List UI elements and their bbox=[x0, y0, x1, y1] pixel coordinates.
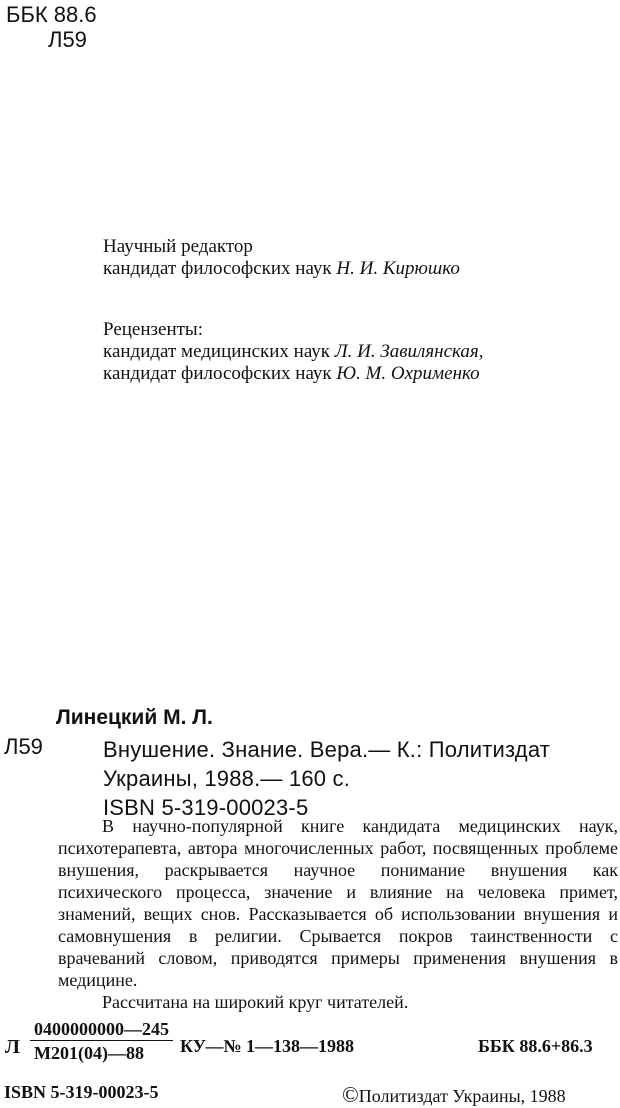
reviewers-block bbox=[103, 319, 484, 385]
editor-title: кандидат философских наук bbox=[103, 258, 332, 279]
reviewer-title: кандидат философских наук bbox=[103, 363, 332, 384]
reviewers-heading: Рецензенты: bbox=[103, 319, 203, 340]
copyright-notice bbox=[342, 1082, 566, 1108]
annotation bbox=[58, 815, 618, 1013]
annotation-paragraph: В научно-популярной книге кандидата медицинских наук, психотерапевта, автора многочисленных работ, посвященных проблеме внушения, раскрывается научное понимание внушения как психического процесса, значение и влияние на человека примет, знамений, вещих снов. Рассказывается об использовании внушения и самовнушения в религии. Срывается покров таинственности с врачеваний словом, приводятся примеры применения внушения в медицине. bbox=[58, 816, 618, 990]
isbn-footer: ISBN 5-319-00023-5 bbox=[4, 1082, 159, 1102]
reviewer-line bbox=[103, 363, 484, 385]
imprint-fraction bbox=[30, 1019, 173, 1063]
reviewer-name: Л. И. Завилянская, bbox=[334, 341, 484, 362]
reviewer-title: кандидат медицинских наук bbox=[103, 341, 331, 362]
copyright-text: Политиздат Украины, 1988 bbox=[358, 1086, 566, 1106]
reviewer-line bbox=[103, 341, 484, 363]
imprint-letter: Л bbox=[5, 1036, 20, 1058]
copyright-icon: © bbox=[342, 1082, 359, 1107]
catalog-publisher-line: Украины, 1988.— 160 с. bbox=[103, 766, 351, 791]
author-code-top: Л59 bbox=[48, 27, 87, 52]
catalog-author: Линецкий М. Л. bbox=[56, 706, 213, 729]
editor-line bbox=[103, 258, 460, 280]
annotation-paragraph: Рассчитана на широкий круг читателей. bbox=[102, 992, 409, 1012]
reviewer-name: Ю. М. Охрименко bbox=[336, 363, 480, 384]
editor-block bbox=[103, 236, 460, 280]
imprint-series: КУ—№ 1—138—1988 bbox=[180, 1036, 355, 1056]
catalog-isbn-line: ISBN 5-319-00023-5 bbox=[103, 795, 309, 820]
editor-role: Научный редактор bbox=[103, 236, 253, 257]
bbk-classification-bottom: ББК 88.6+86.3 bbox=[478, 1036, 593, 1056]
bibliographic-description bbox=[103, 735, 550, 822]
editor-name: Н. И. Кирюшко bbox=[336, 258, 460, 279]
catalog-author-code: Л59 bbox=[4, 734, 43, 759]
bbk-classification-top: ББК 88.6 bbox=[6, 2, 97, 27]
imprint-numerator: 0400000000—245 bbox=[30, 1019, 173, 1041]
imprint-denominator: М201(04)—88 bbox=[34, 1043, 144, 1063]
catalog-title-line: Внушение. Знание. Вера.— К.: Политиздат bbox=[103, 737, 551, 762]
